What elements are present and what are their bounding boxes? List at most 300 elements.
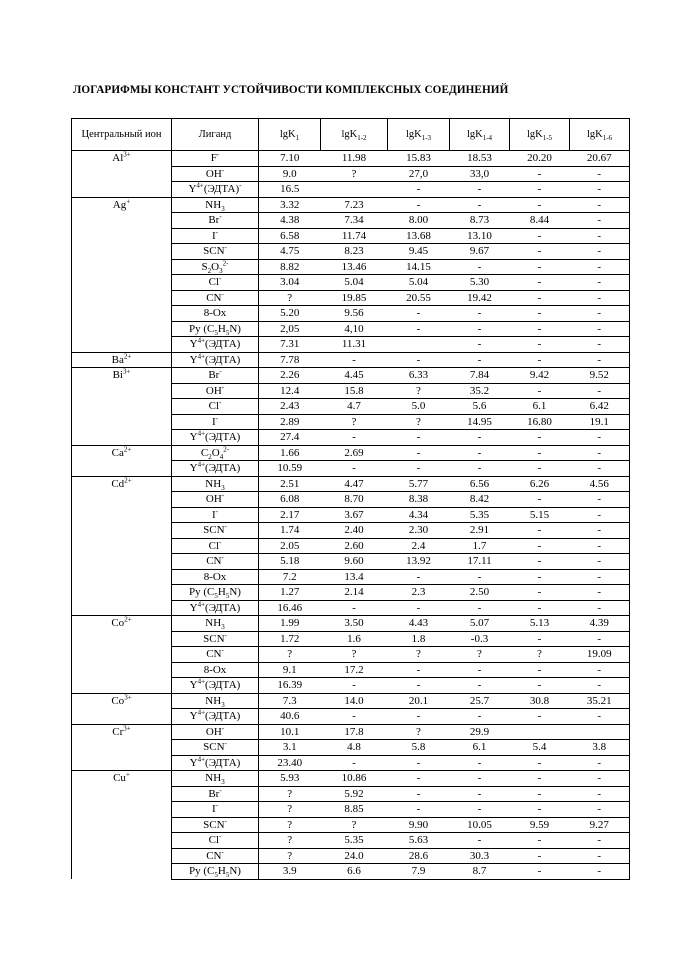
value-cell	[388, 337, 450, 353]
value-cell: 5.63	[388, 833, 450, 849]
value-cell: 7.3	[259, 693, 321, 709]
value-cell: -	[388, 569, 450, 585]
value-cell: 14.95	[450, 414, 510, 430]
value-cell: -	[570, 244, 630, 260]
value-cell: 5.92	[321, 786, 388, 802]
ligand-cell: Py $(C_5H_5N)$	[172, 864, 259, 880]
value-cell: 9.59	[510, 817, 570, 833]
value-cell: 2.89	[259, 414, 321, 430]
value-cell: 5.04	[321, 275, 388, 291]
value-cell: 9.56	[321, 306, 388, 322]
ligand-cell: CN-	[172, 554, 259, 570]
value-cell: -	[510, 678, 570, 694]
ligand-cell: $Y^{4+}(ЭДТА)$	[172, 678, 259, 694]
value-cell: -	[321, 430, 388, 446]
value-cell: -	[388, 802, 450, 818]
ligand-cell: Py $(C_5H_5N)$	[172, 585, 259, 601]
ligand-cell: 8-Ox	[172, 662, 259, 678]
value-cell: 12.4	[259, 383, 321, 399]
value-cell: -	[388, 600, 450, 616]
ligand-cell: SCN-	[172, 523, 259, 539]
value-cell: 4.45	[321, 368, 388, 384]
value-cell: 7.31	[259, 337, 321, 353]
value-cell: ?	[388, 724, 450, 740]
ligand-cell: $S_2O_3^{2-}$	[172, 259, 259, 275]
value-cell: -	[388, 771, 450, 787]
ligand-cell: Br-	[172, 786, 259, 802]
value-cell: -	[570, 290, 630, 306]
value-cell: -	[510, 445, 570, 461]
value-cell: -	[321, 461, 388, 477]
ligand-cell: $Y^{4+}(ЭДТА)$	[172, 600, 259, 616]
value-cell: -	[450, 445, 510, 461]
ligand-cell: $Y^{4+}(ЭДТА)$	[172, 461, 259, 477]
ligand-cell: $C_2O_4^{2-}$	[172, 445, 259, 461]
value-cell: 3.32	[259, 197, 321, 213]
value-cell: 13.4	[321, 569, 388, 585]
value-cell: 3.1	[259, 740, 321, 756]
ligand-cell: I-	[172, 802, 259, 818]
value-cell: -	[570, 383, 630, 399]
value-cell: -	[510, 290, 570, 306]
value-cell: 27.4	[259, 430, 321, 446]
value-cell: 8.7	[450, 864, 510, 880]
value-cell: 17.11	[450, 554, 510, 570]
value-cell: -	[450, 182, 510, 198]
value-cell: 6.58	[259, 228, 321, 244]
value-cell: -	[510, 585, 570, 601]
value-cell: 6.33	[388, 368, 450, 384]
value-cell: 4.34	[388, 507, 450, 523]
value-cell: 2.40	[321, 523, 388, 539]
value-cell: -	[510, 430, 570, 446]
value-cell: 3.9	[259, 864, 321, 880]
value-cell: ?	[259, 290, 321, 306]
value-cell: ?	[259, 833, 321, 849]
central-ion-cell: $Al^{3+}$	[72, 151, 172, 198]
value-cell: 9.60	[321, 554, 388, 570]
ligand-cell: $Y^{4+}(ЭДТА)$	[172, 430, 259, 446]
value-cell: -	[388, 678, 450, 694]
value-cell: 16.80	[510, 414, 570, 430]
value-cell: -	[510, 833, 570, 849]
value-cell: 11.74	[321, 228, 388, 244]
header-lgk1-3: lgK$_{1-3}$	[388, 119, 450, 151]
value-cell: 9.45	[388, 244, 450, 260]
value-cell: -	[450, 461, 510, 477]
central-ion-cell: $Cr^{3+}$	[72, 724, 172, 771]
value-cell: 5.0	[388, 399, 450, 415]
value-cell: -	[570, 662, 630, 678]
value-cell: 16.5	[259, 182, 321, 198]
value-cell: 3.04	[259, 275, 321, 291]
value-cell: 5.77	[388, 476, 450, 492]
value-cell: 15.8	[321, 383, 388, 399]
value-cell: -	[570, 802, 630, 818]
value-cell: -	[510, 709, 570, 725]
value-cell: -	[510, 600, 570, 616]
ligand-cell: I-	[172, 507, 259, 523]
header-lgk1-2: lgK$_{1-2}$	[321, 119, 388, 151]
value-cell: 19.85	[321, 290, 388, 306]
value-cell: ?	[321, 166, 388, 182]
stability-constants-table	[71, 118, 630, 880]
value-cell: 17.8	[321, 724, 388, 740]
value-cell: -	[510, 197, 570, 213]
value-cell: 1.27	[259, 585, 321, 601]
value-cell: -	[510, 786, 570, 802]
value-cell: 3.8	[570, 740, 630, 756]
ligand-cell: CN-	[172, 848, 259, 864]
central-ion-cell: $Bi^{3+}$	[72, 368, 172, 446]
value-cell: 20.20	[510, 151, 570, 167]
value-cell	[510, 724, 570, 740]
value-cell: -	[570, 197, 630, 213]
ligand-cell: $Y^{4+}(ЭДТА)^-$	[172, 182, 259, 198]
value-cell: -	[570, 275, 630, 291]
value-cell: 6.1	[450, 740, 510, 756]
value-cell: -	[510, 802, 570, 818]
central-ion-cell: $Cd^{2+}$	[72, 476, 172, 616]
value-cell: 8.85	[321, 802, 388, 818]
value-cell: -	[570, 755, 630, 771]
value-cell: 4.56	[570, 476, 630, 492]
ligand-cell: Cl-	[172, 833, 259, 849]
value-cell: 5.15	[510, 507, 570, 523]
ligand-cell: $NH_3$	[172, 771, 259, 787]
value-cell: 5.35	[321, 833, 388, 849]
value-cell: ?	[259, 848, 321, 864]
value-cell: 2.91	[450, 523, 510, 539]
table-row	[72, 693, 630, 709]
value-cell: ?	[388, 647, 450, 663]
table-row	[72, 771, 630, 787]
table-row	[72, 445, 630, 461]
value-cell: 1.66	[259, 445, 321, 461]
value-cell: 1.99	[259, 616, 321, 632]
value-cell: 8.38	[388, 492, 450, 508]
value-cell: -	[510, 306, 570, 322]
value-cell: 8.44	[510, 213, 570, 229]
value-cell: -	[450, 352, 510, 368]
table-row	[72, 368, 630, 384]
value-cell: ?	[321, 817, 388, 833]
central-ion-cell: $Co^{2+}$	[72, 616, 172, 694]
value-cell: -	[510, 631, 570, 647]
value-cell: 4.39	[570, 616, 630, 632]
value-cell: 29.9	[450, 724, 510, 740]
ligand-cell: Cl-	[172, 538, 259, 554]
value-cell: 8.82	[259, 259, 321, 275]
central-ion-cell: Ag+	[72, 197, 172, 352]
value-cell: -0.3	[450, 631, 510, 647]
value-cell: 14.15	[388, 259, 450, 275]
ligand-cell: Py $(C_5H_5N)$	[172, 321, 259, 337]
value-cell: 1.6	[321, 631, 388, 647]
ligand-cell: CN-	[172, 647, 259, 663]
value-cell: 4.7	[321, 399, 388, 415]
value-cell: 5.20	[259, 306, 321, 322]
value-cell: 19.1	[570, 414, 630, 430]
value-cell: 10.1	[259, 724, 321, 740]
header-lgk1-6: lgK$_{1-6}$	[570, 119, 630, 151]
value-cell: 2.17	[259, 507, 321, 523]
value-cell: -	[570, 445, 630, 461]
value-cell: -	[510, 321, 570, 337]
value-cell: -	[510, 166, 570, 182]
ligand-cell: SCN-	[172, 631, 259, 647]
value-cell: 9.27	[570, 817, 630, 833]
ligand-cell: $Y^{4+}(ЭДТА)$	[172, 352, 259, 368]
value-cell: -	[510, 554, 570, 570]
value-cell: -	[388, 662, 450, 678]
value-cell: 8.23	[321, 244, 388, 260]
value-cell: -	[388, 306, 450, 322]
value-cell: -	[450, 337, 510, 353]
value-cell: 4,10	[321, 321, 388, 337]
value-cell: -	[570, 461, 630, 477]
value-cell: 1.74	[259, 523, 321, 539]
value-cell: -	[570, 678, 630, 694]
value-cell: -	[510, 523, 570, 539]
value-cell: -	[510, 461, 570, 477]
value-cell: 20.67	[570, 151, 630, 167]
value-cell: 6.26	[510, 476, 570, 492]
value-cell: 7.10	[259, 151, 321, 167]
value-cell: -	[388, 321, 450, 337]
value-cell: ?	[259, 786, 321, 802]
value-cell: -	[570, 306, 630, 322]
value-cell: 10.05	[450, 817, 510, 833]
value-cell: -	[510, 352, 570, 368]
value-cell: 8.00	[388, 213, 450, 229]
value-cell: 6.08	[259, 492, 321, 508]
value-cell: -	[321, 755, 388, 771]
value-cell: 5.35	[450, 507, 510, 523]
value-cell: -	[570, 523, 630, 539]
value-cell: -	[570, 213, 630, 229]
header-lgk1-4: lgK$_{1-4}$	[450, 119, 510, 151]
value-cell: ?	[259, 817, 321, 833]
value-cell: 4.75	[259, 244, 321, 260]
value-cell: ?	[321, 414, 388, 430]
value-cell: 15.83	[388, 151, 450, 167]
value-cell: -	[510, 848, 570, 864]
value-cell: ?	[450, 647, 510, 663]
ligand-cell: OH-	[172, 383, 259, 399]
value-cell: 2.43	[259, 399, 321, 415]
value-cell: -	[450, 678, 510, 694]
value-cell: 20.55	[388, 290, 450, 306]
value-cell: -	[510, 569, 570, 585]
value-cell: 2.50	[450, 585, 510, 601]
central-ion-cell: $Ba^{2+}$	[72, 352, 172, 368]
value-cell: 30.8	[510, 693, 570, 709]
value-cell: -	[570, 492, 630, 508]
value-cell: 5.30	[450, 275, 510, 291]
value-cell: 18.53	[450, 151, 510, 167]
value-cell: 19.42	[450, 290, 510, 306]
value-cell: -	[388, 430, 450, 446]
value-cell: -	[570, 430, 630, 446]
value-cell: ?	[321, 647, 388, 663]
ligand-cell: $NH_3$	[172, 197, 259, 213]
value-cell: -	[321, 352, 388, 368]
value-cell: -	[510, 275, 570, 291]
value-cell: 35.21	[570, 693, 630, 709]
value-cell: 10.86	[321, 771, 388, 787]
value-cell	[570, 724, 630, 740]
value-cell: -	[570, 259, 630, 275]
value-cell: -	[510, 492, 570, 508]
header-central-ion: Центральный ион	[72, 119, 172, 151]
value-cell: 5.04	[388, 275, 450, 291]
table-row	[72, 616, 630, 632]
value-cell: -	[450, 569, 510, 585]
value-cell: 14.0	[321, 693, 388, 709]
ligand-cell: CN-	[172, 290, 259, 306]
value-cell: 11.31	[321, 337, 388, 353]
value-cell: 5.93	[259, 771, 321, 787]
value-cell: -	[321, 678, 388, 694]
value-cell: -	[570, 569, 630, 585]
value-cell: -	[570, 554, 630, 570]
value-cell: 9.90	[388, 817, 450, 833]
value-cell: -	[570, 352, 630, 368]
central-ion-cell: Cu+	[72, 771, 172, 880]
value-cell: -	[388, 182, 450, 198]
value-cell: 2.14	[321, 585, 388, 601]
header-lgk1-5: lgK$_{1-5}$	[510, 119, 570, 151]
ligand-cell: Cl-	[172, 275, 259, 291]
value-cell: 5.07	[450, 616, 510, 632]
value-cell: 7.23	[321, 197, 388, 213]
value-cell: 9.0	[259, 166, 321, 182]
value-cell: 20.1	[388, 693, 450, 709]
value-cell: 3.50	[321, 616, 388, 632]
value-cell: 2.3	[388, 585, 450, 601]
table-row	[72, 476, 630, 492]
value-cell: -	[510, 337, 570, 353]
ligand-cell: Br-	[172, 368, 259, 384]
value-cell: 8.70	[321, 492, 388, 508]
value-cell: 2.26	[259, 368, 321, 384]
value-cell: -	[510, 244, 570, 260]
value-cell: -	[388, 197, 450, 213]
value-cell: 5.18	[259, 554, 321, 570]
value-cell: 13.46	[321, 259, 388, 275]
value-cell: -	[570, 864, 630, 880]
value-cell: -	[570, 786, 630, 802]
value-cell: -	[388, 461, 450, 477]
value-cell: 9.42	[510, 368, 570, 384]
value-cell: -	[510, 383, 570, 399]
ligand-cell: SCN-	[172, 244, 259, 260]
value-cell: 5.13	[510, 616, 570, 632]
value-cell: 13.92	[388, 554, 450, 570]
value-cell: 19.09	[570, 647, 630, 663]
value-cell: ?	[510, 647, 570, 663]
value-cell: 9.52	[570, 368, 630, 384]
value-cell: -	[510, 259, 570, 275]
ligand-cell: $NH_3$	[172, 476, 259, 492]
value-cell: 13.10	[450, 228, 510, 244]
value-cell: 1.72	[259, 631, 321, 647]
value-cell: 7.84	[450, 368, 510, 384]
value-cell: -	[510, 864, 570, 880]
value-cell: -	[321, 709, 388, 725]
value-cell: -	[510, 228, 570, 244]
value-cell: -	[510, 771, 570, 787]
value-cell: -	[570, 228, 630, 244]
value-cell: 11.98	[321, 151, 388, 167]
header-lgk1: lgK$_1$	[259, 119, 321, 151]
value-cell: 5.8	[388, 740, 450, 756]
value-cell: -	[570, 848, 630, 864]
value-cell: -	[570, 507, 630, 523]
ligand-cell: $Y^{4+}(ЭДТА)$	[172, 337, 259, 353]
value-cell: 10.59	[259, 461, 321, 477]
value-cell: 6.42	[570, 399, 630, 415]
value-cell: 23.40	[259, 755, 321, 771]
value-cell: 13.68	[388, 228, 450, 244]
value-cell: -	[510, 755, 570, 771]
value-cell: 7.34	[321, 213, 388, 229]
value-cell: 27,0	[388, 166, 450, 182]
value-cell: -	[570, 538, 630, 554]
value-cell: -	[510, 182, 570, 198]
ligand-cell: OH-	[172, 724, 259, 740]
value-cell: -	[388, 786, 450, 802]
table-row	[72, 197, 630, 213]
value-cell: 5.4	[510, 740, 570, 756]
value-cell: -	[450, 259, 510, 275]
table-row	[72, 352, 630, 368]
value-cell: -	[570, 182, 630, 198]
value-cell: -	[450, 430, 510, 446]
value-cell: -	[570, 321, 630, 337]
value-cell: -	[450, 709, 510, 725]
value-cell: 1.8	[388, 631, 450, 647]
value-cell: 30.3	[450, 848, 510, 864]
ligand-cell: $NH_3$	[172, 616, 259, 632]
ligand-cell: F-	[172, 151, 259, 167]
value-cell: 2.05	[259, 538, 321, 554]
value-cell: -	[388, 709, 450, 725]
value-cell: 7.2	[259, 569, 321, 585]
value-cell: -	[450, 786, 510, 802]
value-cell: -	[510, 538, 570, 554]
header-row	[72, 119, 630, 151]
value-cell: -	[450, 802, 510, 818]
value-cell: 8.42	[450, 492, 510, 508]
value-cell: 28.6	[388, 848, 450, 864]
value-cell: -	[570, 337, 630, 353]
value-cell: -	[450, 833, 510, 849]
value-cell: 6.6	[321, 864, 388, 880]
value-cell: 7.9	[388, 864, 450, 880]
value-cell: 9.1	[259, 662, 321, 678]
value-cell: 7.78	[259, 352, 321, 368]
ligand-cell: OH-	[172, 492, 259, 508]
central-ion-cell: $Co^{3+}$	[72, 693, 172, 724]
value-cell: ?	[259, 647, 321, 663]
value-cell: 2.4	[388, 538, 450, 554]
value-cell: 2,05	[259, 321, 321, 337]
header-ligand: Лиганд	[172, 119, 259, 151]
value-cell: 2.51	[259, 476, 321, 492]
value-cell: 9.67	[450, 244, 510, 260]
